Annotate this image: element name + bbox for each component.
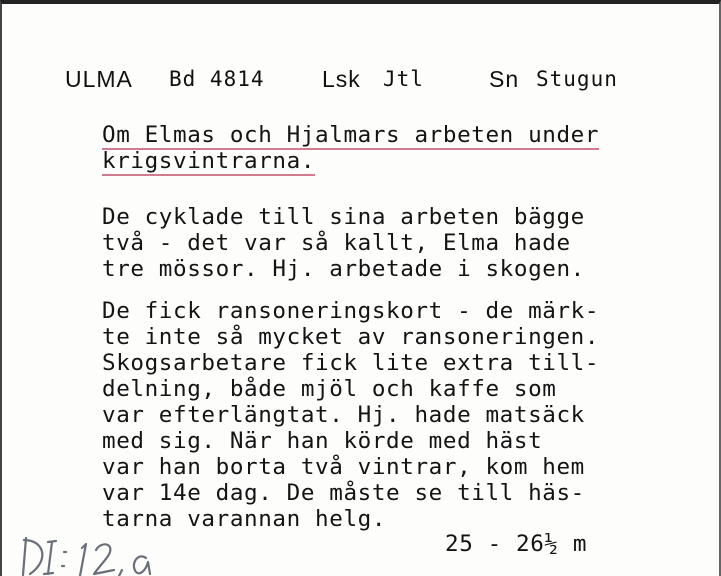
paragraph-line: Skogsarbetare fick lite extra till- — [102, 350, 600, 376]
province-label: Lsk — [322, 66, 361, 92]
paragraph-line: delning, både mjöl och kaffe som — [102, 376, 557, 402]
paragraph-line: tarna varannan helg. — [102, 506, 387, 532]
paragraph-line: var 14e dag. De måste se till häs- — [102, 480, 585, 506]
card-title — [102, 122, 599, 174]
paragraph-line: De cyklade till sina arbeten bägge — [102, 204, 585, 230]
paragraph-line: var efterlängtat. Hj. hade matsäck — [102, 402, 585, 428]
parish-label: Sn — [489, 66, 520, 92]
card-header — [65, 66, 685, 102]
paragraph-line: med sig. När han körde med häst — [102, 428, 543, 454]
parish-name: Stugun — [536, 67, 618, 91]
paragraph-line: tre mössor. Hj. arbetade i skogen. — [102, 256, 585, 282]
paragraph-2 — [102, 298, 599, 532]
title-line-1: Om Elmas och Hjalmars arbeten under — [102, 122, 600, 148]
paragraph-line: te inte så mycket av ransoneringen. — [102, 324, 600, 350]
handwritten-signature-note — [20, 530, 180, 576]
province-name: Jtl — [383, 67, 424, 91]
page-reference: 25 - 26½ m — [445, 531, 588, 557]
paragraph-line: två - det var så kallt, Elma hade — [102, 230, 571, 256]
paragraph-1 — [102, 204, 585, 282]
title-line-2: krigsvintrarna. — [102, 148, 316, 174]
paragraph-line: var han borta två vintrar, kom hem — [102, 454, 585, 480]
archive-code: ULMA — [65, 66, 133, 92]
paragraph-line: De fick ransoneringskort - de märk- — [102, 298, 600, 324]
volume-number: Bd 4814 — [169, 67, 265, 91]
